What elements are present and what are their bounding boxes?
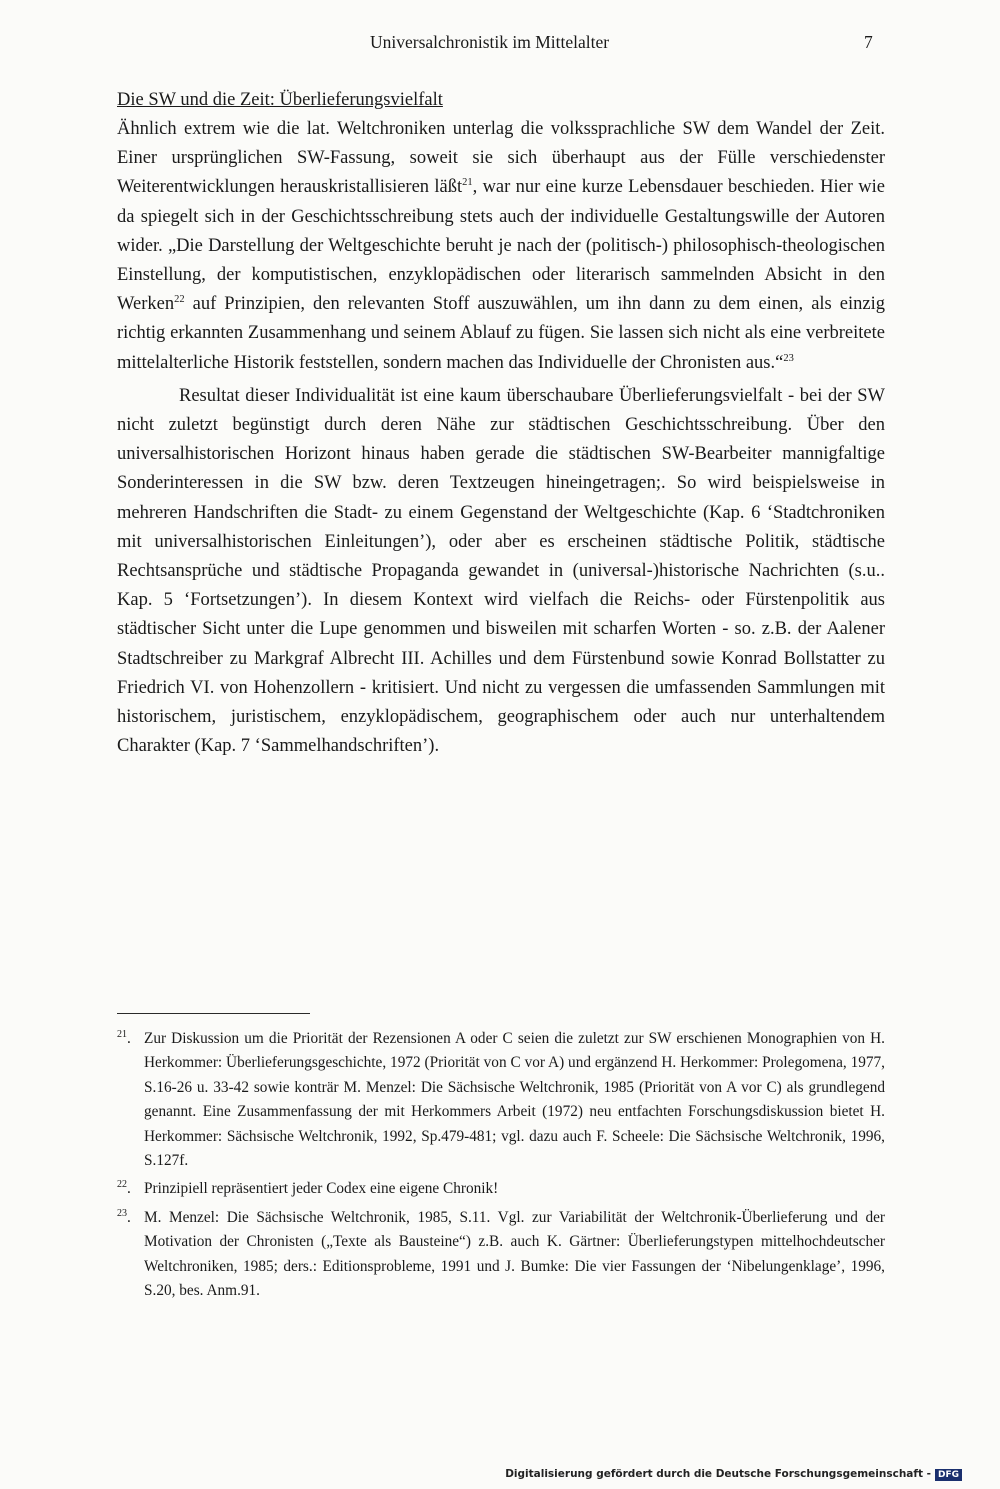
- footnote-text: M. Menzel: Die Sächsische Weltchronik, 1985, S.11. Vgl. zur Variabilität der Weltchronik-Überlieferung und der Motivation der Chronisten („Texte als Bausteine“) z.B. auch K. Gärtner: Überlieferungstypen mittelhochdeutscher Weltchroniken, 1985; ders.: Editionsprobleme, 1991 und J. Bumke: Die vier Fassungen der ‘Nibelungenklage’, 1996, S.20, bes. Anm.91.: [144, 1208, 885, 1300]
- page-number: 7: [864, 32, 873, 52]
- footnote-21: [117, 1027, 885, 1173]
- dfg-logo: DFG: [935, 1469, 962, 1481]
- paragraph-1-part-1: Ähnlich extrem wie die lat. Weltchroniken unterlag die volkssprachliche SW dem Wandel der Zeit. Einer ursprünglichen SW-Fassung, soweit sie sich überhaupt aus der Fülle verschiedenster Weiterentwicklungen herauskristallisieren läßt: [117, 119, 885, 198]
- paragraph-1-part-2: , war nur eine kurze Lebensdauer beschieden. Hier wie da spiegelt sich in der Geschichtsschreibung stets auch der individuelle Gestaltungswille der Autoren wider. „Die Darstellung der Weltgeschichte beruht je nach der (politisch-) philosophisch-theologischen Einstellung, der komputistischen, enzyklopädischen oder literarisch sammelnden Absicht in den Werken: [117, 177, 885, 315]
- footnote-number: $^{22}$.: [117, 1179, 131, 1198]
- footnote-text: Prinzipiell repräsentiert jeder Codex eine eigene Chronik!: [144, 1180, 499, 1198]
- paragraph-2: Resultat dieser Individualität ist eine kaum überschaubare Überlieferungsvielfalt - bei der SW nicht zuletzt begünstigt durch deren Nähe zur städtischen Geschichtsschreibung. Über den universalhistorischen Horizont hinaus haben gerade die städtischen SW-Bearbeiter mannigfaltige Sonderinteressen in die SW bzw. deren Textzeugen hineingetragen;. So wird beispielsweise in mehreren Handschriften die Stadt- zu einem Gegenstand der Weltgeschichte (Kap. 6 ‘Stadtchroniken mit universalhistorischen Einleitungen’), oder aber es erscheinen städtische Politik, städtische Rechtsansprüche und städtische Propaganda gewandet in (universal-)historische Nachrichten (s.u.. Kap. 5 ‘Fortsetzungen’). In diesem Kontext wird vielfach die Reichs- oder Fürstenpolitik aus städtischer Sicht unter die Lupe genommen und bisweilen mit scharfen Worten - so. z.B. der Aalener Stadtschreiber zu Markgraf Albrecht III. Achilles und dem Fürstenbund sowie Konrad Bollstatter zu Friedrich VI. von Hohenzollern - kritisiert. Und nicht zu vergessen die umfassenden Sammlungen mit historischem, juristischem, enzyklopädischem, geographischem oder auch nur unterhaltendem Charakter (Kap. 7 ‘Sammelhandschriften’).: [117, 385, 885, 757]
- footnote-number: $^{23}$.: [117, 1207, 131, 1226]
- digitization-credit: [505, 1468, 962, 1481]
- footnote-number: $^{21}$.: [117, 1029, 131, 1047]
- running-title: Universalchronistik im Mittelalter: [370, 32, 610, 52]
- paragraph-1-part-3: auf Prinzipien, den relevanten Stoff auszuwählen, um ihn dann zu dem einen, als einzig richtig erkannten Zusammenhang und seinem Ablauf zu fügen. Sie lassen sich nicht als eine verbreitete mittelalterliche Historik feststellen, sondern machen das Individuelle der Chronisten aus.“: [117, 294, 885, 373]
- footnote-23: [117, 1206, 885, 1304]
- footnote-ref-21: 21: [462, 177, 473, 189]
- footnote-ref-23: 23: [783, 352, 794, 364]
- credit-text: Digitalisierung gefördert durch die Deutsche Forschungsgemeinschaft -: [505, 1468, 931, 1480]
- main-text: [117, 85, 885, 761]
- footnote-text: Zur Diskussion um die Priorität der Rezensionen A oder C seien die zuletzt zur SW erschienen Monographien von H. Herkommer: Überlieferungsgeschichte, 1972 (Priorität von C vor A) und ergänzend H. Herkommer: Prolegomena, 1977, S.16-26 u. 33-42 sowie konträr M. Menzel: Die Sächsische Weltchronik, 1985 (Priorität von A vor C) als grundlegend genannt. Eine Zusammenfassung der mit Herkommers Arbeit (1972) neu entfachten Forschungsdiskussion bietet H. Herkommer: Sächsische Weltchronik, 1992, Sp.479-481; vgl. dazu auch F. Scheele: Die Sächsische Weltchronik, 1996, S.127f.: [144, 1030, 885, 1170]
- section-heading: Die SW und die Zeit: Überlieferungsvielfalt: [117, 90, 443, 110]
- running-header: [0, 30, 1000, 56]
- footnote-22: [117, 1177, 885, 1201]
- footnotes: [117, 1027, 885, 1307]
- footnote-separator: [117, 1013, 310, 1014]
- paragraph-1: [117, 115, 885, 378]
- footnote-ref-22: 22: [174, 294, 185, 306]
